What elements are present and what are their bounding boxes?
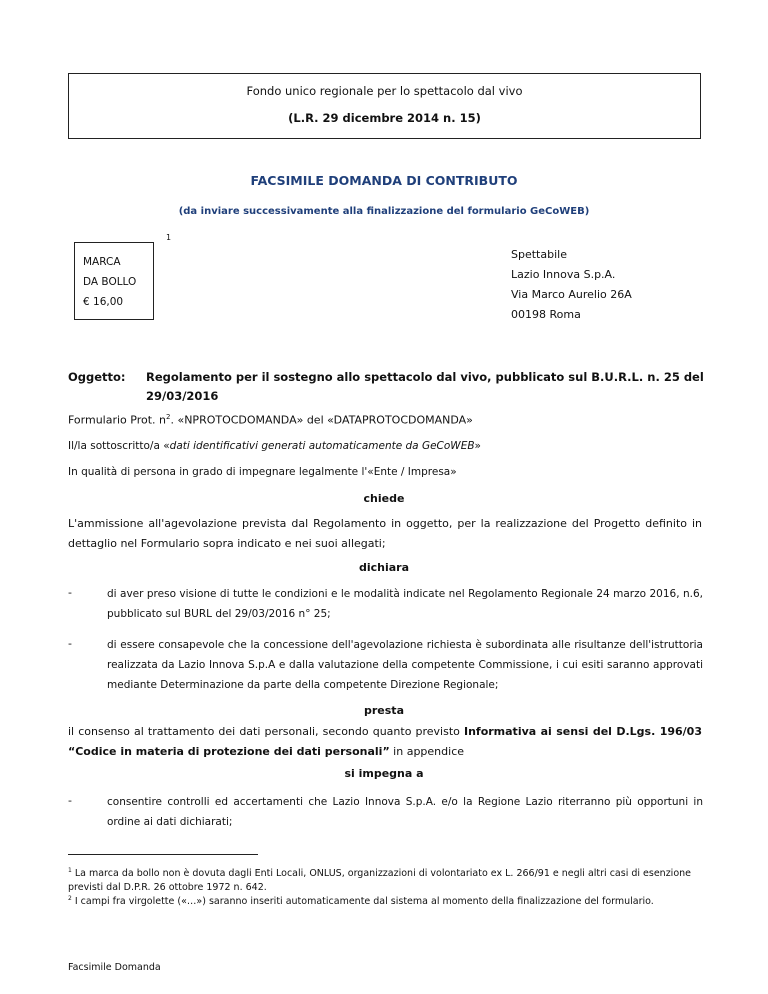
heading-chiede: chiede <box>363 492 405 505</box>
address-line-4: 00198 Roma <box>511 308 581 321</box>
stamp-line-1: MARCA <box>83 256 121 268</box>
heading-presta: presta <box>364 704 404 717</box>
signatory-suffix: » <box>474 440 481 452</box>
footnote-ref-2: 2 <box>166 413 171 421</box>
footnote-1-num: 1 <box>68 867 72 874</box>
consent-bold: Informativa ai sensi del D.Lgs. 196/03 “Codice in materia di protezione dei dati personali” <box>68 725 702 758</box>
formulario-prefix: Formulario Prot. n <box>68 413 167 427</box>
declaration-item-1: di aver preso visione di tutte le condizioni e le modalità indicate nel Regolamento Regionale 24 marzo 2016, n.6, pubblicato sul BURL del 29/03/2016 n° 25; <box>107 588 703 620</box>
footnote-2-num: 2 <box>68 895 72 902</box>
header-box <box>68 73 701 139</box>
footnote-1 <box>68 864 708 895</box>
subject-label: Oggetto: <box>68 370 126 384</box>
dash-1: - <box>68 586 72 599</box>
footnote-separator <box>68 854 258 855</box>
footnote-2 <box>68 892 708 909</box>
capacity-line: In qualità di persona in grado di impegnare legalmente l'«Ente / Impresa» <box>68 466 457 478</box>
stamp-line-2: DA BOLLO <box>83 276 137 288</box>
formulario-line <box>68 413 473 427</box>
heading-dichiara: dichiara <box>358 561 410 574</box>
address-line-1: Spettabile <box>511 248 567 261</box>
header-line-2: (L.R. 29 dicembre 2014 n. 15) <box>288 111 481 125</box>
footnote-mark-1: 1 <box>166 233 172 242</box>
stamp-box <box>74 242 154 320</box>
declaration-item-2: di essere consapevole che la concessione dell'agevolazione richiesta è subordinata alle risultanze dell'istruttoria realizzata da Lazio Innova S.p.A e dalla valutazione della competente Commissione, i cui esiti saranno approvati mediante Determinazione da parte della competente Direzione Regionale; <box>107 639 703 691</box>
signatory-line <box>68 440 481 452</box>
footnote-1-text: La marca da bollo non è dovuta dagli Enti Locali, ONLUS, organizzazioni di volontariato ex L. 266/91 e negli altri casi di esenzione previsti dal D.P.R. 26 ottobre 1972 n. 642. <box>68 868 692 894</box>
page-footer: Facsimile Domanda <box>68 962 161 973</box>
signatory-prefix: Il/la sottoscritto/a « <box>68 440 170 452</box>
consent-text-2: in appendice <box>389 745 465 758</box>
address-line-2: Lazio Innova S.p.A. <box>511 268 616 281</box>
signatory-italic: dati identificativi generati automaticamente da GeCoWEB <box>169 440 475 452</box>
header-line-1: Fondo unico regionale per lo spettacolo dal vivo <box>246 84 523 98</box>
stamp-line-3: € 16,00 <box>83 296 124 308</box>
document-title: FACSIMILE DOMANDA DI CONTRIBUTO <box>250 173 518 188</box>
footnote-2-text: I campi fra virgolette («…») saranno inseriti automaticamente dal sistema al momento della finalizzazione del formulario. <box>71 896 654 908</box>
formulario-rest: . «NPROTOCDOMANDA» del «DATAPROTOCDOMANDA» <box>170 413 473 427</box>
address-line-3: Via Marco Aurelio 26A <box>511 288 632 301</box>
heading-impegna: si impegna a <box>344 767 424 780</box>
consent-text-1: il consenso al trattamento dei dati personali, secondo quanto previsto <box>68 725 464 738</box>
subject-text: Regolamento per il sostegno allo spettacolo dal vivo, pubblicato sul B.U.R.L. n. 25 del 29/03/2016 <box>146 370 704 403</box>
recipient-address <box>511 245 632 325</box>
admission-paragraph: L'ammissione all'agevolazione prevista dal Regolamento in oggetto, per la realizzazione del Progetto definito in dettaglio nel Formulario sopra indicato e nei suoi allegati; <box>68 517 702 550</box>
dash-3: - <box>68 794 72 807</box>
dash-2: - <box>68 637 72 650</box>
commitment-item-1: consentire controlli ed accertamenti che Lazio Innova S.p.A. e/o la Regione Lazio riterranno più opportuni in ordine ai dati dichiarati; <box>107 796 703 828</box>
consent-paragraph <box>68 722 702 762</box>
document-subtitle: (da inviare successivamente alla finalizzazione del formulario GeCoWEB) <box>178 206 590 217</box>
